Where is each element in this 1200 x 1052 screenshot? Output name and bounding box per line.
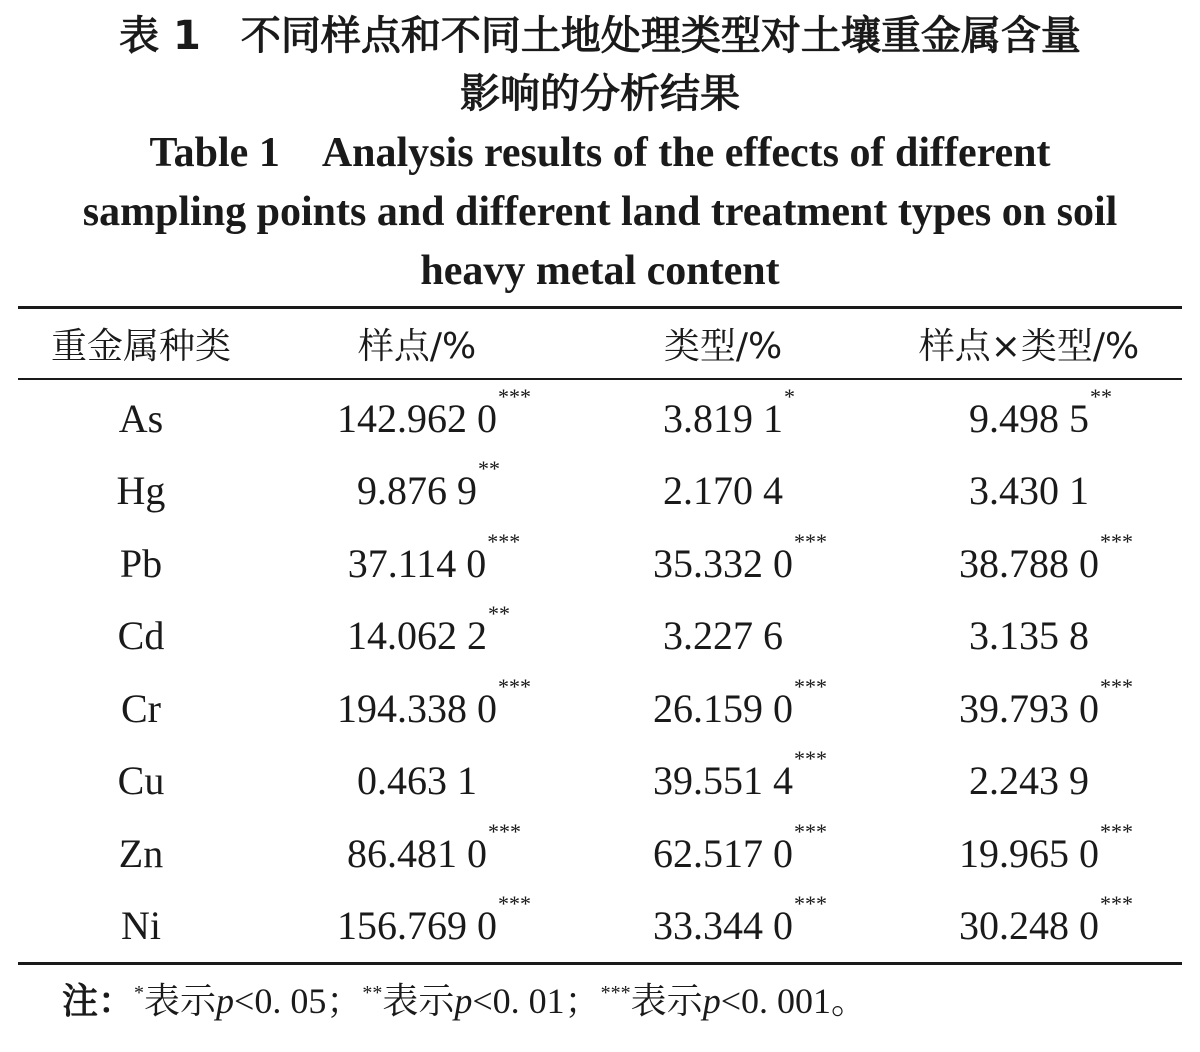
metal-cell: Cd xyxy=(117,613,165,659)
significance-mark: *** xyxy=(498,673,531,699)
value: 39.793 0 xyxy=(959,685,1099,731)
interaction-cell xyxy=(876,378,1182,455)
type-cell xyxy=(570,672,876,745)
significance-mark: ** xyxy=(478,456,500,482)
footnote-text: 表示 xyxy=(630,981,703,1022)
type-cell xyxy=(570,378,876,455)
value: 26.159 0 xyxy=(653,685,793,731)
metal-cell: Hg xyxy=(116,468,166,514)
value: 3.430 1 xyxy=(969,468,1089,514)
type-cell xyxy=(570,745,876,818)
significance-mark: * xyxy=(134,982,145,1004)
table-row xyxy=(18,378,1182,455)
table-row xyxy=(18,455,1182,528)
metal-cell: Cu xyxy=(117,758,165,804)
caption-en-line1: Table 1 Analysis results of the effects of different xyxy=(149,130,1051,176)
type-cell xyxy=(570,527,876,600)
significance-mark: *** xyxy=(498,891,531,917)
interaction-cell xyxy=(876,600,1182,673)
significance-mark: ** xyxy=(1090,383,1112,409)
significance-mark: *** xyxy=(487,528,521,554)
interaction-cell xyxy=(876,745,1182,818)
table-row xyxy=(18,527,1182,600)
footnote-condition: <0. 05； xyxy=(234,981,363,1021)
value: 14.062 2 xyxy=(347,613,487,659)
table-bottom-rule xyxy=(18,962,1182,965)
footnote-text: 表示 xyxy=(382,981,455,1022)
site-cell xyxy=(264,600,570,673)
value: 62.517 0 xyxy=(653,830,793,876)
value: 2.243 9 xyxy=(969,758,1089,804)
interaction-cell xyxy=(876,455,1182,528)
value: 86.481 0 xyxy=(347,830,487,876)
significance-mark: *** xyxy=(498,383,531,409)
interaction-cell xyxy=(876,672,1182,745)
caption-en-line2: sampling points and different land treatment types on soil xyxy=(82,189,1118,235)
table-row xyxy=(18,600,1182,673)
value: 19.965 0 xyxy=(959,830,1099,876)
value: 142.962 0 xyxy=(337,395,497,441)
significance-mark: *** xyxy=(488,818,521,844)
caption-cn-line2: 影响的分析结果 xyxy=(460,71,740,117)
type-cell xyxy=(570,455,876,528)
significance-mark: ** xyxy=(362,982,383,1004)
interaction-cell xyxy=(876,527,1182,600)
site-cell xyxy=(264,672,570,745)
value: 2.170 4 xyxy=(663,468,783,514)
heavy-metal-table xyxy=(18,309,1182,962)
value: 38.788 0 xyxy=(959,540,1099,586)
metal-cell: Zn xyxy=(118,830,164,876)
metal-cell: As xyxy=(118,395,164,441)
metal-cell: Cr xyxy=(121,685,161,731)
significance-mark: *** xyxy=(1100,891,1133,917)
interaction-cell xyxy=(876,817,1182,890)
value: 3.227 6 xyxy=(663,613,783,659)
table-row xyxy=(18,745,1182,818)
value: 194.338 0 xyxy=(337,685,497,731)
caption-en-line3: heavy metal content xyxy=(420,248,780,294)
significance-mark: * xyxy=(784,383,795,409)
type-cell xyxy=(570,600,876,673)
site-cell xyxy=(264,378,570,455)
significance-mark: *** xyxy=(794,891,827,917)
p-symbol: p xyxy=(702,981,721,1021)
significance-mark: *** xyxy=(1100,818,1133,844)
table-footnote xyxy=(62,976,867,1027)
p-symbol: p xyxy=(216,981,235,1021)
value: 33.344 0 xyxy=(653,903,793,949)
value: 0.463 1 xyxy=(357,758,477,804)
value: 35.332 0 xyxy=(653,540,793,586)
metal-cell: Pb xyxy=(119,540,163,586)
significance-mark: *** xyxy=(600,982,631,1004)
site-cell xyxy=(264,455,570,528)
type-cell xyxy=(570,890,876,963)
site-cell xyxy=(264,527,570,600)
footnote-condition: <0. 001。 xyxy=(720,981,867,1021)
value: 3.819 1 xyxy=(663,395,783,441)
metal-cell: Ni xyxy=(121,903,161,949)
type-cell xyxy=(570,817,876,890)
significance-mark: *** xyxy=(794,673,827,699)
p-symbol: p xyxy=(454,981,473,1021)
footnote-label: 注： xyxy=(62,981,135,1022)
significance-mark: *** xyxy=(1100,528,1133,554)
table-row xyxy=(18,890,1182,963)
header-metal: 重金属种类 xyxy=(50,326,231,367)
value: 30.248 0 xyxy=(959,903,1099,949)
table-row xyxy=(18,817,1182,890)
significance-mark: *** xyxy=(794,746,827,772)
footnote-text: 表示 xyxy=(144,981,217,1022)
site-cell xyxy=(264,890,570,963)
header-type: 类型/% xyxy=(663,326,783,367)
table-header-row xyxy=(18,309,1182,378)
value: 3.135 8 xyxy=(969,613,1089,659)
header-interaction: 样点×类型/% xyxy=(918,326,1140,367)
site-cell xyxy=(264,745,570,818)
value: 37.114 0 xyxy=(347,540,487,586)
footnote-condition: <0. 01； xyxy=(472,981,601,1021)
header-site: 样点/% xyxy=(357,326,477,367)
site-cell xyxy=(264,817,570,890)
interaction-cell xyxy=(876,890,1182,963)
significance-mark: *** xyxy=(1100,673,1133,699)
significance-mark: *** xyxy=(794,528,827,554)
value: 9.498 5 xyxy=(969,395,1089,441)
table-row xyxy=(18,672,1182,745)
significance-mark: *** xyxy=(794,818,827,844)
caption-cn-line1: 表 1 不同样点和不同土地处理类型对土壤重金属含量 xyxy=(119,13,1081,59)
value: 156.769 0 xyxy=(337,903,497,949)
value: 39.551 4 xyxy=(653,758,793,804)
significance-mark: ** xyxy=(488,601,510,627)
value: 9.876 9 xyxy=(357,468,477,514)
